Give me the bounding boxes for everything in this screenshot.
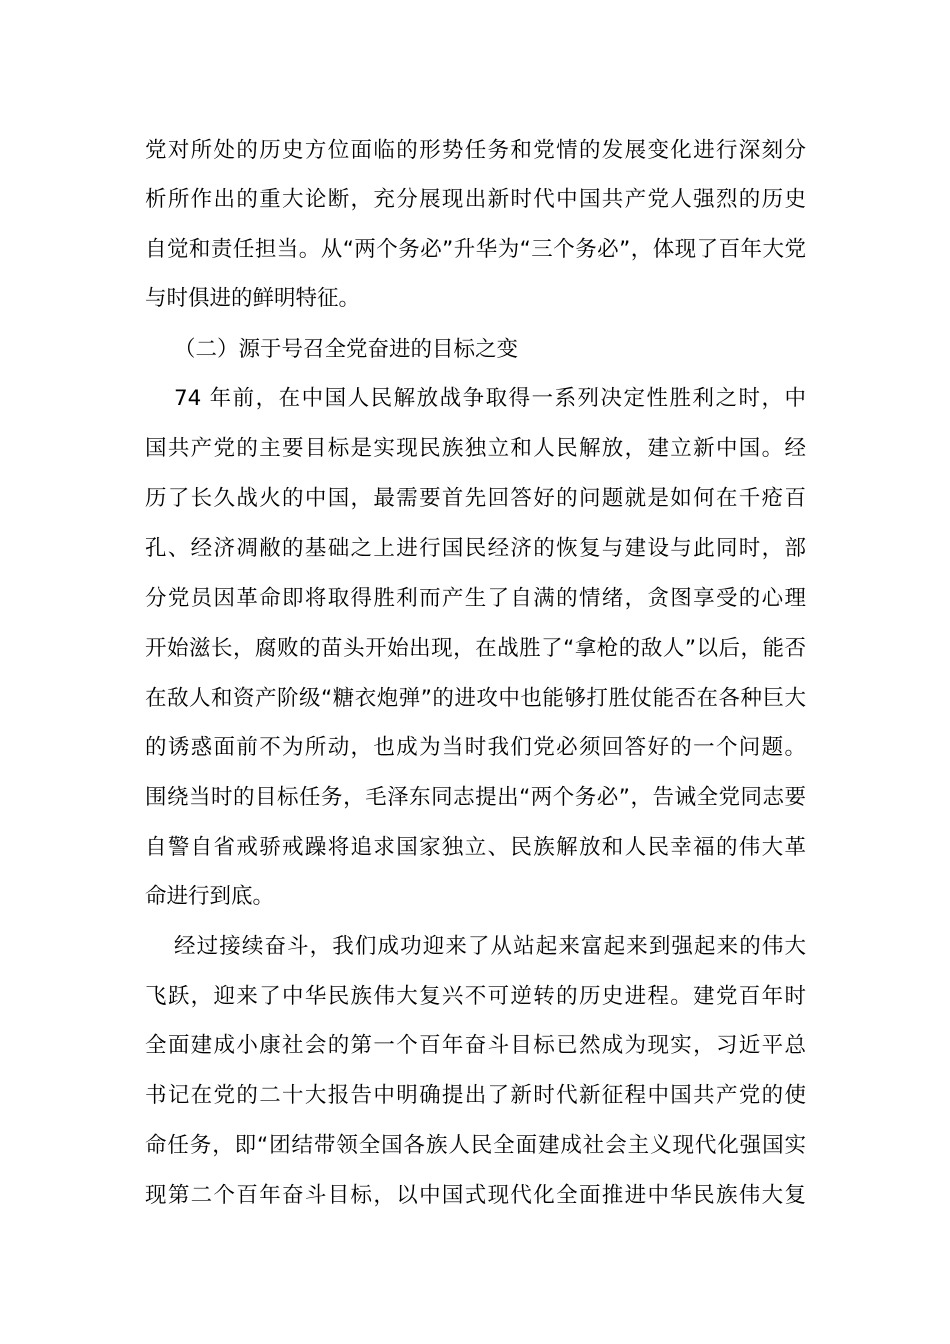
body-line: 与时俱进的鲜明特征。	[145, 286, 361, 311]
body-line: 国共产党的主要目标是实现民族独立和人民解放，建立新中国。经	[145, 436, 806, 461]
body-line: 开始滋长，腐败的苗头开始出现，在战胜了“拿枪的敌人”以后，能否	[145, 636, 806, 661]
body-line: 在敌人和资产阶级“糖衣炮弹”的进攻中也能够打胜仗能否在各种巨大	[145, 686, 806, 711]
body-line: 孔、经济凋敝的基础之上进行国民经济的恢复与建设与此同时，部	[145, 536, 806, 561]
body-line: 自觉和责任担当。从“两个务必”升华为“三个务必”，体现了百年大党	[145, 237, 806, 262]
body-line: 74 年前，在中国人民解放战争取得一系列决定性胜利之时，中	[174, 386, 806, 411]
body-line: 飞跃，迎来了中华民族伟大复兴不可逆转的历史进程。建党百年时	[145, 984, 806, 1009]
body-line: 析所作出的重大论断，充分展现出新时代中国共产党人强烈的历史	[145, 187, 806, 212]
body-line: 自警自省戒骄戒躁将追求国家独立、民族解放和人民幸福的伟大革	[145, 835, 806, 860]
body-line: 现第二个百年奋斗目标，以中国式现代化全面推进中华民族伟大复	[145, 1183, 806, 1208]
body-line: 围绕当时的目标任务，毛泽东同志提出“两个务必”，告诫全党同志要	[145, 785, 806, 810]
body-line: 命进行到底。	[145, 884, 275, 909]
body-line: 书记在党的二十大报告中明确提出了新时代新征程中国共产党的使	[145, 1083, 806, 1108]
body-line: 历了长久战火的中国，最需要首先回答好的问题就是如何在千疮百	[145, 486, 806, 511]
body-line: 党对所处的历史方位面临的形势任务和党情的发展变化进行深刻分	[145, 138, 806, 163]
body-line: 分党员因革命即将取得胜利而产生了自满的情绪，贪图享受的心理	[145, 586, 806, 611]
body-line: 命任务，即“团结带领全国各族人民全面建成社会主义现代化强国实	[145, 1133, 806, 1158]
body-line: 经过接续奋斗，我们成功迎来了从站起来富起来到强起来的伟大	[174, 934, 806, 959]
body-line: 全面建成小康社会的第一个百年奋斗目标已然成为现实，习近平总	[145, 1033, 806, 1058]
section-heading: （二）源于号召全党奋进的目标之变	[174, 337, 519, 362]
body-line: 的诱惑面前不为所动，也成为当时我们党必须回答好的一个问题。	[145, 735, 806, 760]
